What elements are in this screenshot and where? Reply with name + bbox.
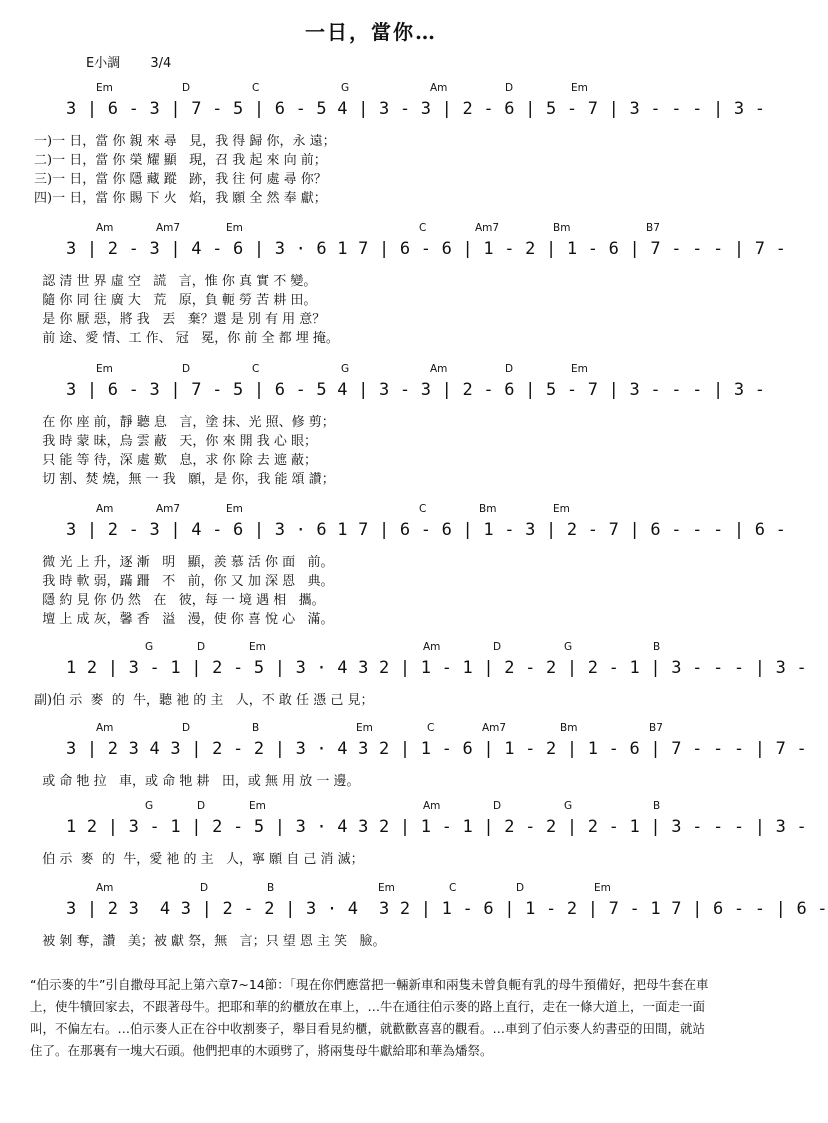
lyric-line: 隨 你 同 往 廣 大 荒 原，負 軛 勞 苦 耕 田。 (34, 293, 317, 308)
chord-symbol: Am (423, 800, 441, 812)
lyric-line: 二)一 日，當 你 榮 耀 顯 現，召 我 起 來 向 前； (34, 153, 327, 168)
chord-symbol: Em (226, 222, 243, 234)
chord-symbol: Bm (553, 222, 571, 234)
lyric-line: 我 時 蒙 昧，烏 雲 蔽 天，你 來 開 我 心 眼； (34, 434, 317, 449)
chord-row (0, 222, 742, 238)
lyric-line: 或 命 牠 拉 車，或 命 牠 耕 田，或 無 用 放 一 邊。 (34, 774, 360, 789)
chord-symbol: D (182, 363, 191, 375)
music-system (0, 641, 807, 708)
chord-symbol: G (564, 800, 573, 812)
lyric-line: 副)伯 示 麥 的 牛，聽 祂 的 主 人，不 敢 任 憑 己 見； (34, 693, 374, 708)
chord-symbol: Am7 (475, 222, 500, 234)
chord-symbol: G (341, 82, 350, 94)
chord-symbol: C (252, 363, 260, 375)
chord-symbol: B (252, 722, 260, 734)
song-title: 一日，當你… (305, 20, 437, 44)
chord-symbol: B (653, 800, 661, 812)
chord-symbol: B7 (649, 722, 663, 734)
chord-symbol: Am7 (156, 222, 181, 234)
notation-line: 1 2 | 3 - 1 | 2 - 5 | 3 · 4 3 2 | 1 - 1 | 2 - 2 | 2 - 1 | 3 - - - | 3 - (66, 817, 807, 837)
lyric-line: 前 途、愛 情、工 作、 冠 冕，你 前 全 都 埋 掩。 (34, 331, 339, 346)
chord-symbol: Em (226, 503, 243, 515)
key-signature (86, 52, 197, 71)
music-system (0, 82, 766, 206)
notation-line: 3 | 2 3 4 3 | 2 - 2 | 3 · 4 3 2 | 1 - 6 | 1 - 2 | 1 - 6 | 7 - - - | 7 - (66, 739, 807, 759)
chord-symbol: Em (249, 800, 266, 812)
chord-symbol: Em (594, 882, 611, 894)
lyric-line: 只 能 等 待，深 處 歎 息，求 你 除 去 遮 蔽； (34, 453, 317, 468)
chord-symbol: D (505, 82, 514, 94)
chord-symbol: D (182, 82, 191, 94)
chord-symbol: D (493, 800, 502, 812)
music-system (0, 363, 766, 487)
chord-symbol: C (427, 722, 435, 734)
lyric-line: 隱 約 見 你 仍 然 在 彼，每 一 境 遇 相 攜。 (34, 593, 325, 608)
chord-symbol: Am7 (482, 722, 507, 734)
lyric-line: 壇 上 成 灰，馨 香 溢 漫，使 你 喜 悅 心 滿。 (34, 612, 334, 627)
notation-line: 3 | 6 - 3 | 7 - 5 | 6 - 5 4 | 3 - 3 | 2 - 6 | 5 - 7 | 3 - - - | 3 - (66, 380, 766, 400)
chord-symbol: D (516, 882, 525, 894)
chord-symbol: Em (571, 82, 588, 94)
chord-symbol: Am (430, 363, 448, 375)
chord-row (0, 641, 742, 657)
chord-symbol: C (252, 82, 260, 94)
chord-symbol: D (182, 722, 191, 734)
chord-symbol: Am (423, 641, 441, 653)
chord-symbol: D (200, 882, 209, 894)
chord-symbol: Am (96, 722, 114, 734)
chord-symbol: Am (96, 503, 114, 515)
lyric-line: 一)一 日，當 你 親 來 尋 見，我 得 歸 你，永 遠； (34, 134, 336, 149)
music-system (0, 882, 828, 949)
chord-symbol: Bm (560, 722, 578, 734)
chord-row (0, 800, 742, 816)
music-system (0, 222, 787, 346)
notation-line: 3 | 6 - 3 | 7 - 5 | 6 - 5 4 | 3 - 3 | 2 - 6 | 5 - 7 | 3 - - - | 3 - (66, 99, 766, 119)
chord-row (0, 503, 742, 519)
key-label: E小調 (86, 56, 121, 71)
music-system (0, 503, 787, 627)
notation-line: 3 | 2 - 3 | 4 - 6 | 3 · 6 1 7 | 6 - 6 | 1 - 3 | 2 - 7 | 6 - - - | 6 - (66, 520, 787, 540)
chord-symbol: Em (249, 641, 266, 653)
chord-symbol: D (197, 800, 206, 812)
lyric-line: 被 剝 奪，讚 美；被 獻 祭，無 言；只 望 恩 主 笑 臉。 (34, 934, 386, 949)
music-system (0, 722, 807, 789)
lyric-line: 三)一 日，當 你 隱 藏 蹤 跡，我 往 何 處 尋 你？ (34, 172, 327, 187)
chord-symbol: Em (356, 722, 373, 734)
chord-symbol: Em (96, 363, 113, 375)
chord-row (0, 82, 742, 98)
chord-symbol: G (145, 800, 154, 812)
notation-line: 1 2 | 3 - 1 | 2 - 5 | 3 · 4 3 2 | 1 - 1 | 2 - 2 | 2 - 1 | 3 - - - | 3 - (66, 658, 807, 678)
lyric-line: 切 割、焚 燒，無 一 我 願，是 你，我 能 頌 讚； (34, 472, 335, 487)
chord-symbol: C (419, 222, 427, 234)
lyric-line: 四)一 日，當 你 賜 下 火 焰，我 願 全 然 奉 獻； (34, 191, 327, 206)
footnote: “伯示麥的牛”引自撒母耳記上第六章7~14節：「現在你們應當把一輛新車和兩隻未曾負軛有乳的母牛預備好，把母牛套在車上，使牛犢回家去，不跟著母牛。把耶和華的約櫃放在車上，…牛在通往伯示麥的路上直行，走在一條大道上，一面走一面叫，不偏左右。…伯示麥人正在谷中收割麥子，舉目看見約櫃，就歡歡喜喜的觀看。…車到了伯示麥人約書亞的田間，就站住了。在那裏有一塊大石頭。他們把車的木頭劈了，將兩隻母牛獻給耶和華為燔祭。 (30, 977, 709, 1058)
lyric-line: 伯 示 麥 的 牛，愛 祂 的 主 人，寧 願 自 己 消 滅； (34, 852, 364, 867)
chord-symbol: Am (430, 82, 448, 94)
chord-row (0, 363, 742, 379)
lyric-line: 是 你 厭 惡，將 我 丟 棄？還 是 別 有 用 意？ (34, 312, 326, 327)
music-system (0, 800, 807, 867)
chord-symbol: D (493, 641, 502, 653)
lyric-line: 微 光 上 升，逐 漸 明 顯，羨 慕 活 你 面 前。 (34, 555, 334, 570)
chord-symbol: C (449, 882, 457, 894)
notation-line: 3 | 2 3 4 3 | 2 - 2 | 3 · 4 3 2 | 1 - 6 | 1 - 2 | 7 - 1 7 | 6 - - | 6 - (66, 899, 828, 919)
chord-row (0, 722, 742, 738)
time-signature: 3/4 (150, 56, 172, 71)
lyric-line: 在 你 座 前，靜 聽 息 言，塗 抹、光 照、修 剪； (34, 415, 335, 430)
chord-row (0, 882, 742, 898)
chord-symbol: Am7 (156, 503, 181, 515)
chord-symbol: B (653, 641, 661, 653)
chord-symbol: G (341, 363, 350, 375)
chord-symbol: C (419, 503, 427, 515)
chord-symbol: D (505, 363, 514, 375)
chord-symbol: G (564, 641, 573, 653)
chord-symbol: B7 (646, 222, 660, 234)
chord-symbol: Em (571, 363, 588, 375)
chord-symbol: Bm (479, 503, 497, 515)
chord-symbol: Am (96, 882, 114, 894)
lyric-line: 我 時 軟 弱，蹣 跚 不 前，你 又 加 深 恩 典。 (34, 574, 334, 589)
chord-symbol: Em (553, 503, 570, 515)
chord-symbol: Em (96, 82, 113, 94)
chord-symbol: Am (96, 222, 114, 234)
chord-symbol: Em (378, 882, 395, 894)
chord-symbol: D (197, 641, 206, 653)
lyric-line: 認 清 世 界 虛 空 謊 言，惟 你 真 實 不 變。 (34, 274, 317, 289)
chord-symbol: G (145, 641, 154, 653)
chord-symbol: B (267, 882, 275, 894)
notation-line: 3 | 2 - 3 | 4 - 6 | 3 · 6 1 7 | 6 - 6 | 1 - 2 | 1 - 6 | 7 - - - | 7 - (66, 239, 787, 259)
